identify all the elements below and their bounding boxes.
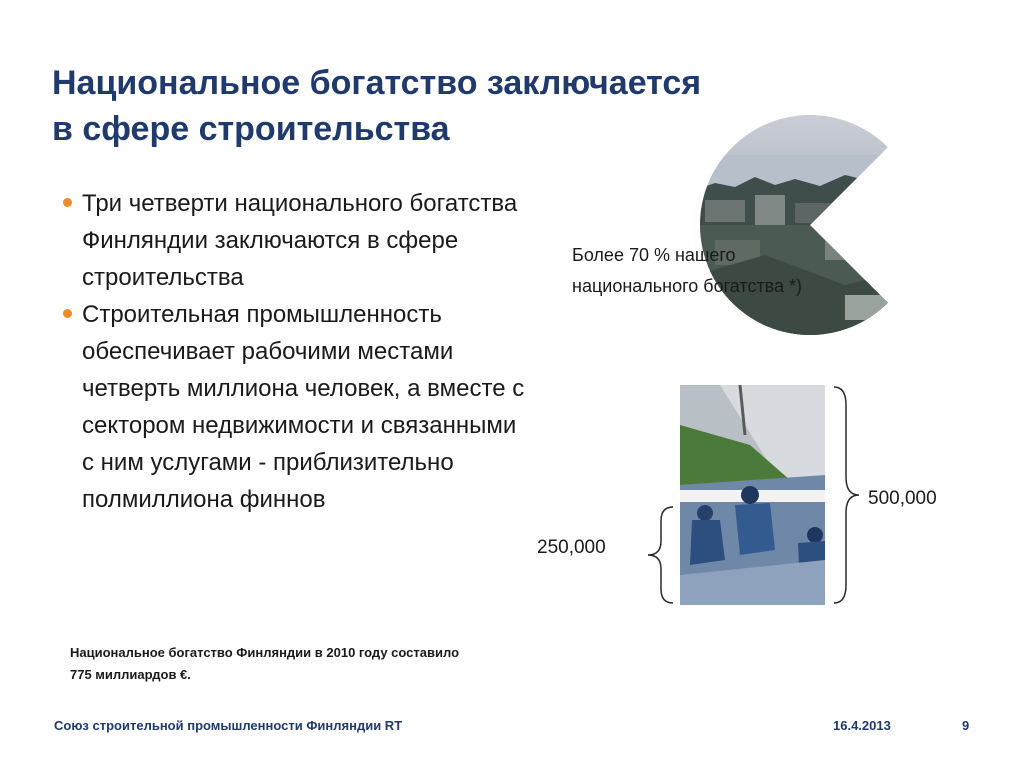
bullet-text: Три четверти национального богатства Финляндии заключаются в сфере строительства <box>82 190 518 291</box>
footer-organization: Союз строительной промышленности Финляндии RT <box>54 718 403 733</box>
brace-large-label: 500,000 <box>868 488 937 509</box>
bullet-marker <box>63 198 72 207</box>
footnote: Национальное богатство Финляндии в 2010 году составило 775 миллиардов €. <box>70 645 460 682</box>
brace-250000 <box>645 505 675 605</box>
city-photo-content <box>695 115 925 335</box>
footer-date: 16.4.2013 <box>833 718 891 733</box>
title-line-1: Национальное богатство заключается <box>52 64 702 102</box>
bullet-list <box>62 185 532 518</box>
bullet-marker <box>63 309 72 318</box>
city-pie-photo <box>695 115 925 335</box>
brace-small-label: 250,000 <box>537 537 606 558</box>
bullet-item <box>62 296 532 518</box>
brace-500000 <box>832 385 862 605</box>
construction-workers-photo <box>680 385 825 605</box>
page-number: 9 <box>962 718 970 733</box>
title-line-2: в сфере строительства <box>52 110 450 148</box>
pie-caption: Более 70 % нашего национального богатства *) <box>572 245 803 296</box>
bullet-item <box>62 185 532 296</box>
bullet-text: Строительная промышленность обеспечивает рабочими местами четверть миллиона человек, а вместе с сектором недвижимости и связанными с ним услугами - приблизительно полмиллиона финнов <box>82 301 525 513</box>
